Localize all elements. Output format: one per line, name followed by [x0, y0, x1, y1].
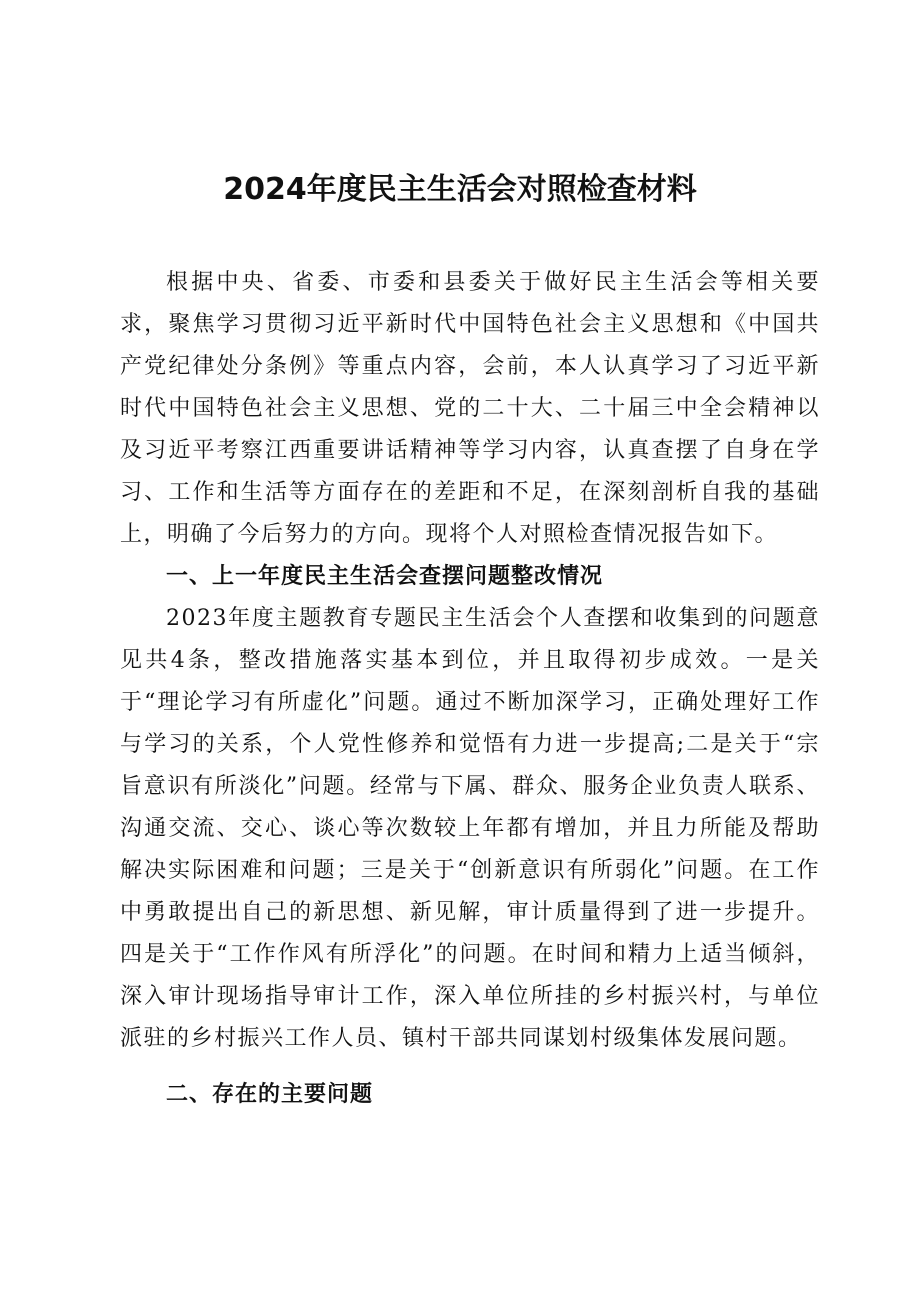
section-1-heading: 一、上一年度民主生活会查摆问题整改情况 [166, 564, 604, 589]
document-title: 2024年度民主生活会对照检查材料 [223, 172, 697, 207]
section-2-heading: 二、存在的主要问题 [166, 1082, 374, 1107]
document-body [120, 262, 820, 1116]
section-1-paragraph: 2023年度主题教育专题民主生活会个人查摆和收集到的问题意见共4条，整改措施落实基本到位，并且取得初步成效。一是关于“理论学习有所虚化”问题。通过不断加深学习，正确处理好工作与学习的关系，个人党性修养和觉悟有力进一步提高;二是关于“宗旨意识有所淡化”问题。经常与下属、群众、服务企业负责人联系、沟通交流、交心、谈心等次数较上年都有增加，并且力所能及帮助解决实际困难和问题；三是关于“创新意识有所弱化”问题。在工作中勇敢提出自己的新思想、新见解，审计质量得到了进一步提升。四是关于“工作作风有所浮化”的问题。在时间和精力上适当倾斜，深入审计现场指导审计工作，深入单位所挂的乡村振兴村，与单位派驻的乡村振兴工作人员、镇村干部共同谋划村级集体发展问题。 [120, 606, 820, 1051]
spacer [120, 1060, 820, 1074]
intro-paragraph: 根据中央、省委、市委和县委关于做好民主生活会等相关要求，聚焦学习贯彻习近平新时代中国特色社会主义思想和《中国共产党纪律处分条例》等重点内容，会前，本人认真学习了习近平新时代中国特色社会主义思想、党的二十大、二十届三中全会精神以及习近平考察江西重要讲话精神等学习内容，认真查摆了自身在学习、工作和生活等方面存在的差距和不足，在深刻剖析自我的基础上，明确了今后努力的方向。现将个人对照检查情况报告如下。 [120, 270, 820, 547]
